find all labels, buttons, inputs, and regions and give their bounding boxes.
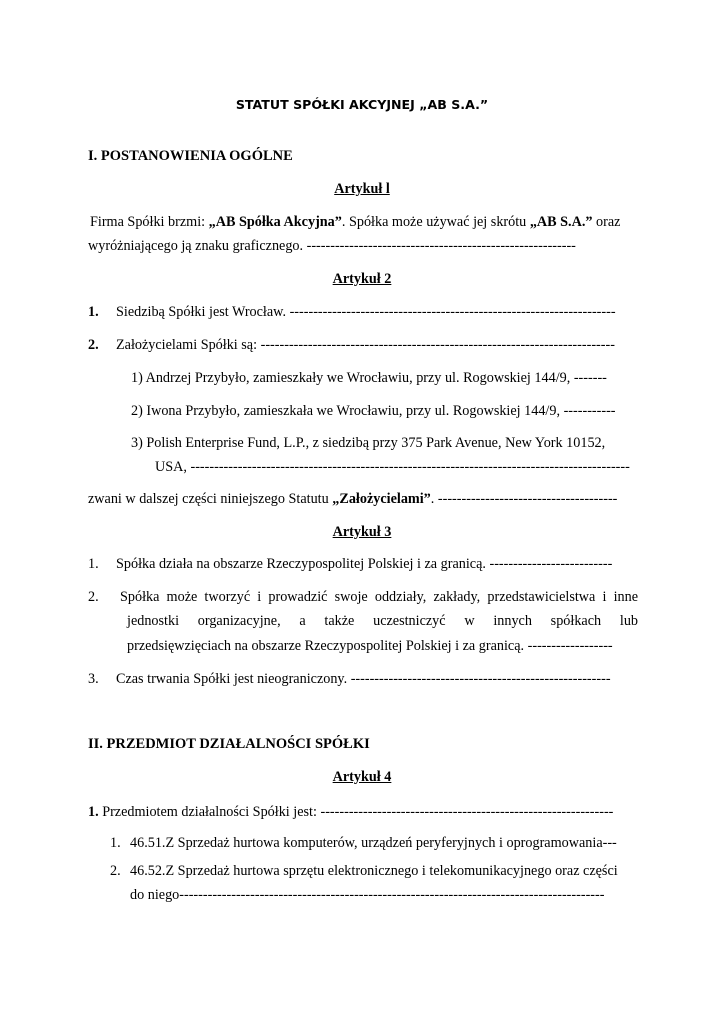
article-3-text-3: Czas trwania Spółki jest nieograniczony. -------------------------------------------------------	[116, 671, 611, 687]
founder-1: 1) Andrzej Przybyło, zamieszkały we Wrocławiu, przy ul. Rogowskiej 144/9, -------	[131, 370, 607, 386]
article-2-title: Artykuł 2	[332, 271, 392, 287]
article-2-text-2: Założycielami Spółki są: ---------------------------------------------------------------------------	[116, 337, 615, 353]
activity-2-num: 2.	[110, 863, 121, 879]
article-3-title: Artykuł 3	[332, 524, 392, 540]
article-4-num-1: 1.	[88, 804, 99, 820]
article-1-title: Artykuł l	[334, 181, 390, 197]
founder-2: 2) Iwona Przybyło, zamieszkała we Wrocławiu, przy ul. Rogowskiej 144/9, -----------	[131, 403, 616, 419]
document-title: STATUT SPÓŁKI AKCYJNEJ „AB S.A.”	[235, 97, 489, 112]
article-3-num-3: 3.	[88, 671, 99, 687]
company-name: „AB Spółka Akcyjna”	[208, 214, 342, 230]
article-1-text-a: Firma Spółki brzmi:	[90, 214, 209, 230]
article-3-text-2b: jednostki organizacyjne, a także uczestniczyć w innych spółkach lub	[127, 613, 638, 629]
founders-definition-b: . --------------------------------------	[430, 491, 618, 507]
article-2-num-2: 2.	[88, 337, 99, 353]
founder-3-line-1: 3) Polish Enterprise Fund, L.P., z siedzibą przy 375 Park Avenue, New York 10152,	[131, 435, 606, 451]
article-3-num-2: 2.	[88, 589, 99, 605]
article-1-text-b: . Spółka może używać jej skrótu	[341, 214, 530, 230]
article-2-num-1: 1.	[88, 304, 99, 320]
founders-definition	[88, 490, 617, 508]
founders-term: „Założycielami”	[332, 491, 431, 507]
article-2-text-1: Siedzibą Spółki jest Wrocław. ---------------------------------------------------------------------	[116, 304, 616, 320]
founder-3-line-2: USA, ---------------------------------------------------------------------------------------------	[155, 459, 630, 475]
article-4-line-1	[88, 803, 613, 821]
article-1-text-c: oraz	[592, 214, 621, 230]
company-short-name: „AB S.A.”	[529, 214, 593, 230]
activity-2-text-a: 46.52.Z Sprzedaż hurtowa sprzętu elektronicznego i telekomunikacyjnego oraz części	[130, 863, 618, 879]
article-4-text-1: Przedmiotem działalności Spółki jest: --------------------------------------------------------------	[98, 804, 614, 820]
article-1-line-2: wyróżniającego ją znaku graficznego. ---------------------------------------------------------	[88, 238, 576, 254]
article-3-text-1: Spółka działa na obszarze Rzeczypospolitej Polskiej i za granicą. --------------------------	[116, 556, 613, 572]
activity-1-text: 46.51.Z Sprzedaż hurtowa komputerów, urządzeń peryferyjnych i oprogramowania---	[130, 835, 617, 851]
founders-definition-a: zwani w dalszej części niniejszego Statutu	[88, 491, 333, 507]
article-3-text-2a: Spółka może tworzyć i prowadzić swoje oddziały, zakłady, przedstawicielstwa i inne	[120, 589, 638, 605]
section-heading-2: II. PRZEDMIOT DZIAŁALNOŚCI SPÓŁKI	[88, 736, 370, 752]
section-heading-1: I. POSTANOWIENIA OGÓLNE	[88, 148, 293, 164]
article-3-text-2c: przedsięwzięciach na obszarze Rzeczypospolitej Polskiej i za granicą. ------------------	[127, 638, 613, 654]
activity-2-text-b: do niego------------------------------------------------------------------------------------------	[130, 887, 605, 903]
article-1-line-1	[90, 213, 620, 231]
article-3-num-1: 1.	[88, 556, 99, 572]
activity-1-num: 1.	[110, 835, 121, 851]
article-4-title: Artykuł 4	[332, 769, 392, 785]
